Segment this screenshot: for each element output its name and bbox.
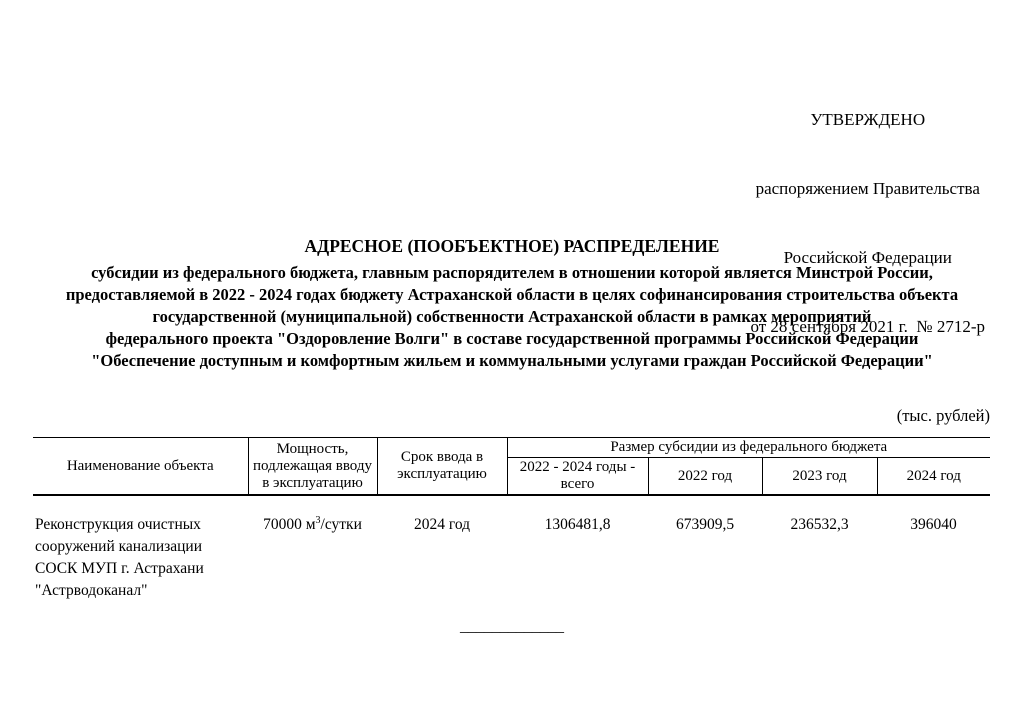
cell-capacity <box>248 495 377 602</box>
document-title: АДРЕСНОЕ (ПООБЪЕКТНОЕ) РАСПРЕДЕЛЕНИЕ <box>304 236 720 256</box>
cell-2023: 236532,3 <box>790 516 849 533</box>
document-subtitle <box>32 262 992 372</box>
column-header-2022: 2022 год <box>648 458 762 496</box>
column-header-2024: 2024 год <box>877 458 990 496</box>
subtitle-line: "Обеспечение доступным и комфортным жильем и коммунальными услугами граждан Российской Федерации" <box>91 351 933 370</box>
capacity-value: 70000 м <box>263 516 316 533</box>
approval-line-approved: УТВЕРЖДЕНО <box>810 110 926 129</box>
footer-divider-line: _____________ <box>460 618 564 635</box>
capacity-unit: /сутки <box>320 516 362 533</box>
cell-total: 1306481,8 <box>544 516 611 533</box>
column-header-capacity: Мощность, подлежащая вводу в эксплуатацию <box>248 438 377 496</box>
subsidy-table <box>33 437 990 602</box>
column-header-commissioning: Срок ввода в эксплуатацию <box>377 438 507 496</box>
units-note: (тыс. рублей) <box>896 406 990 425</box>
column-header-2023: 2023 год <box>762 458 877 496</box>
column-header-total: 2022 - 2024 годы - всего <box>507 458 648 496</box>
approval-line-date-number: от 28 сентября 2021 г. № 2712-р <box>750 317 985 336</box>
cell-commissioning: 2024 год <box>413 516 471 533</box>
cell-object-name: Реконструкция очистных сооружений канализации СОСК МУП г. Астрахани "Астрводоканал" <box>35 516 204 599</box>
cell-2024: 396040 <box>910 516 957 533</box>
approval-line-government: Российской Федерации <box>783 248 952 267</box>
subtitle-line: предоставляемой в 2022 - 2024 годах бюджету Астраханской области в целях софинансирования строительства объекта <box>65 285 959 304</box>
subtitle-line: федерального проекта "Оздоровление Волги" в составе государственной программы Российской Федерации <box>105 329 919 348</box>
table-header <box>33 438 990 496</box>
capacity-superscript: 3 <box>315 514 321 526</box>
cell-2022: 673909,5 <box>675 516 735 533</box>
approval-line-order: распоряжением Правительства <box>755 179 980 198</box>
subtitle-line: субсидии из федерального бюджета, главным распорядителем в отношении которой является Минстрой России, <box>91 263 933 282</box>
column-header-subsidy-group: Размер субсидии из федерального бюджета <box>507 438 990 458</box>
table-row <box>33 495 990 602</box>
subtitle-line: государственной (муниципальной) собственности Астраханской области в рамках мероприятий <box>152 307 872 326</box>
column-header-object-name: Наименование объекта <box>33 438 248 496</box>
